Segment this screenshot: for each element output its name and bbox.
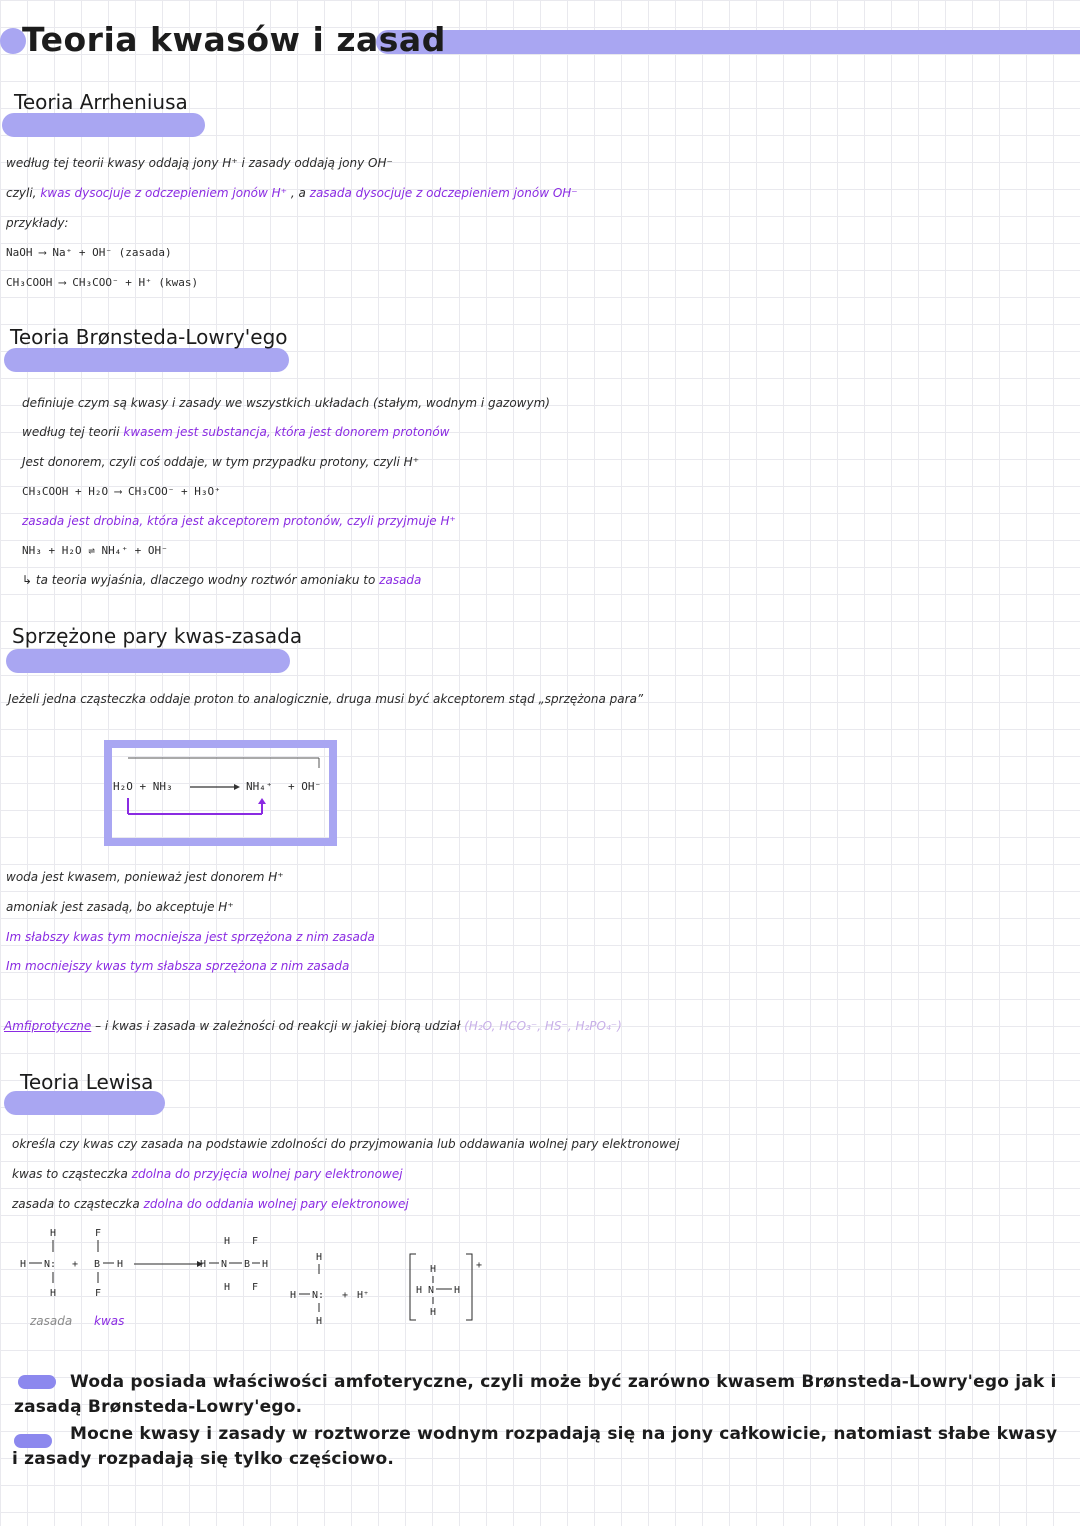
svg-text:H: H (316, 1252, 323, 1263)
svg-text:H: H (290, 1290, 297, 1301)
svg-text:H: H (50, 1288, 57, 1299)
text: , a (290, 186, 306, 200)
arrow-icon: ⟶ (114, 485, 122, 498)
svg-text:H: H (262, 1259, 269, 1270)
equation-acetic (6, 276, 198, 289)
title-highlight-bar (376, 30, 1080, 54)
examples-label: przykłady: (6, 216, 69, 230)
text: CH₃COOH + H₂O (22, 485, 109, 498)
ammonia-base-note: amoniak jest zasadą, bo akceptuje H⁺ (6, 900, 234, 914)
text: NaOH (6, 246, 33, 259)
equation-acetic-water (22, 485, 221, 498)
svg-text:F: F (252, 1282, 259, 1293)
svg-text:N: N (428, 1285, 435, 1296)
text: zdolna do przyjęcia wolnej pary elektronowej (131, 1167, 403, 1181)
text: kwas dysocjuje z odczepieniem jonów H⁺ (40, 186, 287, 200)
ammonia-note (22, 573, 421, 587)
section-heading-bronsted: Teoria Brønsteda-Lowry'ego (10, 325, 288, 349)
weak-acid-rule: Im słabszy kwas tym mocniejsza jest sprzężona z nim zasada (6, 930, 375, 944)
note-bullet (18, 1375, 56, 1389)
heading-highlight (6, 649, 290, 673)
svg-text:F: F (252, 1236, 259, 1247)
text: – i kwas i zasada w zależności od reakcji w jakiej biorą udział (95, 1019, 461, 1033)
text: kwas to cząsteczka (12, 1167, 128, 1181)
note-strong-weak-line2: i zasady rozpadają się tylko częściowo. (12, 1449, 395, 1469)
svg-text:H: H (416, 1285, 423, 1296)
svg-text:H: H (224, 1236, 231, 1247)
page-title: Teoria kwasów i zasad (22, 20, 446, 59)
heading-highlight (4, 1091, 165, 1115)
text: (H₂O, HCO₃⁻, HS⁻, H₂PO₄⁻) (464, 1019, 622, 1033)
svg-text:N: N (221, 1259, 228, 1270)
text: według tej teorii (22, 425, 120, 439)
label-base: zasada (30, 1314, 73, 1328)
note-strong-weak-line1: Mocne kwasy i zasady w roztworze wodnym rozpadają się na jony całkowicie, natomiast słabe kwasy (70, 1424, 1058, 1444)
pair-reactants: H₂O + NH₃ (113, 780, 173, 793)
bronsted-definition: definiuje czym są kwasy i zasady we wszystkich układach (stałym, wodnym i gazowym) (22, 396, 550, 410)
equation-naoh (6, 246, 172, 259)
pair-product-ammonium: NH₄⁺ (246, 780, 273, 793)
svg-text:H: H (454, 1285, 461, 1296)
text: zasada dysocjuje z odczepieniem jonów OH⁻ (309, 186, 578, 200)
svg-text:B: B (244, 1259, 251, 1270)
text: CH₃COO⁻ + H⁺ (kwas) (72, 276, 199, 289)
heading-highlight (2, 113, 205, 137)
arrow-icon: ⟶ (39, 246, 46, 259)
text: zasada (379, 573, 422, 587)
svg-text:H: H (50, 1228, 57, 1239)
note-amphoteric-line2: zasadą Brønsteda-Lowry'ego. (14, 1397, 303, 1417)
text: CH₃COO⁻ + H₃O⁺ (127, 485, 221, 498)
svg-text:H: H (117, 1259, 124, 1270)
heading-highlight (4, 348, 289, 372)
pair-product-hydroxide: + OH⁻ (288, 780, 322, 793)
lewis-base-definition (12, 1197, 409, 1211)
section-heading-lewis: Teoria Lewisa (20, 1070, 154, 1094)
text: CH₃COOH (6, 276, 53, 289)
text: zasada to cząsteczka (12, 1197, 140, 1211)
text: ta teoria wyjaśnia, dlaczego wodny roztwór amoniaku to (35, 573, 376, 587)
svg-text:+: + (72, 1259, 79, 1270)
svg-text:N:: N: (44, 1259, 57, 1270)
text: Amfiprotyczne (4, 1019, 92, 1033)
svg-text:N:: N: (312, 1290, 325, 1301)
water-acid-note: woda jest kwasem, ponieważ jest donorem H⁺ (6, 870, 284, 884)
arrhenius-definition: według tej teorii kwasy oddają jony H⁺ i zasady oddają jony OH⁻ (6, 156, 393, 170)
svg-text:H: H (224, 1282, 231, 1293)
corner-arrow-icon: ↳ (22, 573, 33, 587)
svg-text:+: + (342, 1290, 349, 1301)
arrhenius-explanation (6, 186, 578, 200)
svg-text:B: B (94, 1259, 101, 1270)
svg-text:F: F (95, 1288, 102, 1299)
pairs-intro: Jeżeli jedna cząsteczka oddaje proton to analogicznie, druga musi być akceptorem stąd „sprzężona para” (8, 692, 644, 706)
bronsted-base-definition: zasada jest drobina, która jest akceptorem protonów, czyli przyjmuje H⁺ (22, 514, 456, 528)
note-amphoteric-line1: Woda posiada właściwości amfoteryczne, czyli może być zarówno kwasem Brønsteda-Lowry'ego jak i (70, 1372, 1057, 1392)
svg-text:H⁺: H⁺ (357, 1290, 370, 1301)
text: Na⁺ + OH⁻ (zasada) (52, 246, 172, 259)
svg-text:H: H (430, 1264, 437, 1275)
section-heading-arrhenius: Teoria Arrheniusa (14, 90, 188, 114)
svg-text:+: + (476, 1260, 483, 1271)
bronsted-donor-note: Jest donorem, czyli coś oddaje, w tym przypadku protony, czyli H⁺ (22, 455, 420, 469)
lewis-structures-drawing (14, 1226, 514, 1326)
text: czyli, (6, 186, 37, 200)
svg-text:H: H (316, 1316, 323, 1326)
lewis-definition: określa czy kwas czy zasada na podstawie zdolności do przyjmowania lub oddawania wolnej pary elektronowej (12, 1137, 680, 1151)
equation-ammonia: NH₃ + H₂O ⇌ NH₄⁺ + OH⁻ (22, 544, 168, 557)
note-bullet (14, 1434, 52, 1448)
bronsted-acid-definition (22, 425, 449, 439)
svg-text:H: H (200, 1259, 207, 1270)
svg-text:H: H (20, 1259, 27, 1270)
label-acid: kwas (94, 1314, 125, 1328)
strong-acid-rule: Im mocniejszy kwas tym słabsza sprzężona z nim zasada (6, 959, 350, 973)
svg-text:F: F (95, 1228, 102, 1239)
svg-text:H: H (430, 1307, 437, 1318)
section-heading-pairs: Sprzężone pary kwas-zasada (12, 624, 303, 648)
lewis-acid-definition (12, 1167, 403, 1181)
arrow-icon: ⟶ (58, 276, 66, 289)
amfiprotic-note (4, 1019, 622, 1033)
text: kwasem jest substancja, która jest donorem protonów (123, 425, 450, 439)
text: zdolna do oddania wolnej pary elektronowej (143, 1197, 409, 1211)
